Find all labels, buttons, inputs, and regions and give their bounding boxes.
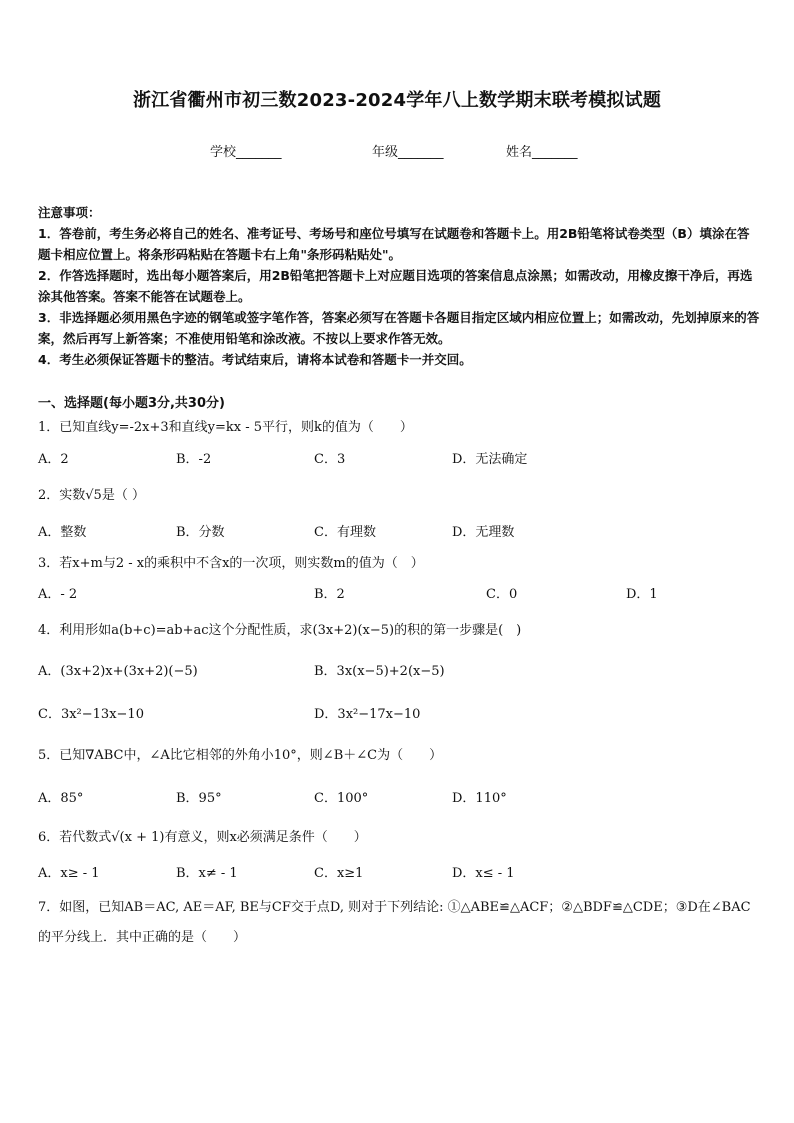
note-item: 1．答卷前，考生务必将自己的姓名、准考证号、考场号和座位号填写在试题卷和答题卡上。用2B铅笔将试卷类型（B）填涂在答题卡相应位置上。将条形码粘贴在答题卡右上角"条形码粘贴处"。	[38, 226, 750, 262]
option-d: D．x≤ - 1	[452, 866, 515, 881]
option-d: D．无理数	[452, 525, 515, 540]
option-d: D．110°	[452, 791, 507, 806]
option-b: B．3x(x−5)+2(x−5)	[314, 664, 445, 679]
option-c: C．100°	[314, 791, 369, 806]
option-a: A．85°	[38, 791, 84, 806]
option-a: A．整数	[38, 525, 87, 540]
school-field: 学校_______	[210, 145, 282, 160]
option-d: D．1	[626, 587, 658, 602]
option-a: A．(3x+2)x+(3x+2)(−5)	[38, 664, 198, 679]
option-a: A．x≥ - 1	[38, 866, 100, 881]
option-d: D．3x²−17x−10	[314, 707, 421, 722]
question-stem: 6．若代数式√(x + 1)有意义，则x必须满足条件（ ）	[38, 830, 367, 845]
option-d: D．无法确定	[452, 452, 528, 467]
section-heading: 一、选择题(每小题3分,共30分)	[38, 396, 225, 411]
page-title: 浙江省衢州市初三数2023-2024学年八上数学期末联考模拟试题	[132, 90, 662, 111]
option-b: B．95°	[176, 791, 222, 806]
question-stem: 4．利用形如a(b+c)=ab+ac这个分配性质，求(3x+2)(x−5)的积的第一步骤是( )	[38, 623, 522, 638]
option-c: C．有理数	[314, 525, 376, 540]
option-a: A．- 2	[38, 587, 78, 602]
note-item: 4．考生必须保证答题卡的整洁。考试结束后，请将本试卷和答题卡一并交回。	[38, 352, 472, 367]
name-field: 姓名_______	[506, 145, 578, 160]
option-b: B．x≠ - 1	[176, 866, 238, 881]
grade-field: 年级_______	[372, 145, 444, 160]
question-stem: 7．如图，已知AB＝AC, AE＝AF, BE与CF交于点D, 则对于下列结论: ①△ABE≌△ACF；②△BDF≌△CDE；③D在∠BAC的平分线上．其中正确的是（ ）	[38, 900, 751, 945]
question-stem: 1．已知直线y=-2x+3和直线y=kx - 5平行，则k的值为（ ）	[38, 420, 413, 435]
option-c: C．x≥1	[314, 866, 364, 881]
notes-block	[38, 202, 760, 370]
note-item: 2．作答选择题时，选出每小题答案后，用2B铅笔把答题卡上对应题目选项的答案信息点涂黑；如需改动，用橡皮擦干净后，再选涂其他答案。答案不能答在试题卷上。	[38, 268, 753, 304]
option-b: B．2	[314, 587, 345, 602]
question-stem: 3．若x+m与2 - x的乘积中不含x的一次项，则实数m的值为（ ）	[38, 556, 424, 571]
option-b: B．-2	[176, 452, 212, 467]
option-c: C．3	[314, 452, 346, 467]
option-c: C．3x²−13x−10	[38, 707, 144, 722]
option-b: B．分数	[176, 525, 225, 540]
question-stem: 5．已知∇ABC中，∠A比它相邻的外角小10°，则∠B＋∠C为（ ）	[38, 748, 443, 763]
option-a: A．2	[38, 452, 69, 467]
question-stem: 2．实数√5是（ ）	[38, 488, 145, 503]
note-item: 3．非选择题必须用黑色字迹的钢笔或签字笔作答，答案必须写在答题卡各题目指定区域内相应位置上；如需改动，先划掉原来的答案，然后再写上新答案；不准使用铅笔和涂改液。不按以上要求作答无效。	[38, 310, 760, 346]
notes-heading: 注意事项：	[38, 205, 101, 220]
option-c: C．0	[486, 587, 518, 602]
